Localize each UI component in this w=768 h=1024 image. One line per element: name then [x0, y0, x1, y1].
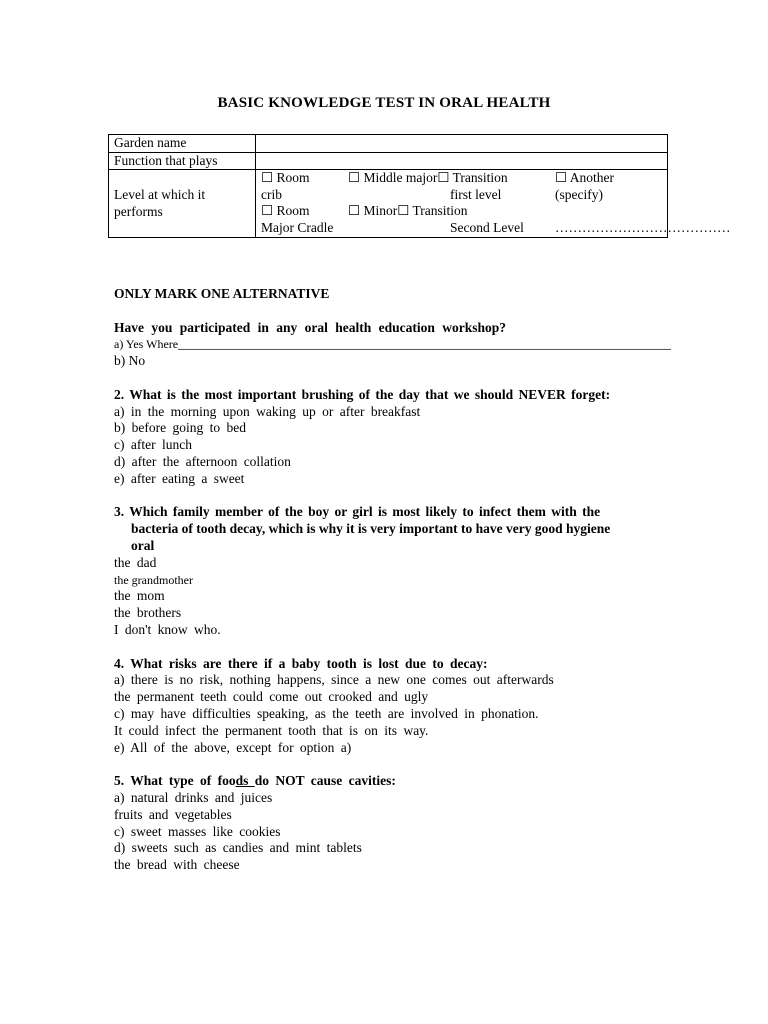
question-2-text: 2. What is the most important brushing of the day that we should NEVER forget: [114, 386, 611, 402]
question-2-option-d[interactable]: d) after the afternoon collation [114, 453, 291, 469]
question-4-option-e[interactable]: e) All of the above, except for option a) [114, 739, 352, 755]
garden-name-label: Garden name [109, 135, 256, 153]
question-1-option-a[interactable] [114, 336, 694, 353]
question-5-text-part-1: 5. What type of foo [114, 773, 236, 789]
table-row-garden [109, 135, 668, 153]
question-3-text-line-1: 3. Which family member of the boy or girl is most likely to infect them with the [114, 504, 601, 520]
garden-name-field[interactable] [256, 135, 668, 153]
level-option-first-level-text: first level [450, 186, 502, 202]
level-label: Level at which it performs [109, 170, 256, 238]
level-option-specify-text: (specify) [555, 186, 603, 202]
question-2-option-e[interactable]: e) after eating a sweet [114, 470, 245, 486]
question-5-text-underlined: ds [235, 773, 255, 789]
question-2-option-a[interactable]: a) in the morning upon waking up or after breakfast [114, 403, 421, 419]
question-5-text-part-2: do NOT cause cavities: [254, 773, 396, 789]
question-5-option-c[interactable]: c) sweet masses like cookies [114, 823, 281, 839]
instruction-text: ONLY MARK ONE ALTERNATIVE [114, 286, 330, 301]
level-option-major-cradle-text: Major Cradle [261, 219, 334, 235]
question-5-text [114, 773, 694, 790]
test-content [114, 286, 694, 874]
info-table [108, 134, 731, 238]
table-row-level [109, 170, 668, 238]
level-option-middle-major-transition[interactable]: ☐ Middle major☐ Transition [348, 170, 508, 185]
question-4-option-d[interactable]: It could infect the permanent tooth that is on its way. [114, 722, 429, 738]
question-1-text: Have you participated in any oral health education workshop? [114, 319, 507, 335]
level-option-room-major-cradle[interactable]: ☐ Room [261, 203, 310, 218]
function-field[interactable] [256, 152, 668, 170]
question-3-option-a[interactable]: the dad [114, 554, 157, 570]
question-3-option-e[interactable]: I don't know who. [114, 621, 221, 637]
question-3-text-line-3: oral [131, 537, 155, 553]
question-5-option-b[interactable]: fruits and vegetables [114, 806, 232, 822]
question-4-option-c[interactable]: c) may have difficulties speaking, as the teeth are involved in phonation. [114, 705, 539, 721]
question-3-option-c[interactable]: the mom [114, 588, 165, 604]
question-1 [114, 320, 674, 337]
question-3-text-line-2: bacteria of tooth decay, which is why it is very important to have very good hygiene [131, 521, 611, 537]
level-option-crib-text: crib [261, 186, 282, 202]
question-5-option-d[interactable]: d) sweets such as candies and mint tablets [114, 840, 362, 856]
document-title: BASIC KNOWLEDGE TEST IN ORAL HEALTH [217, 95, 551, 111]
question-5-option-e[interactable]: the bread with cheese [114, 857, 240, 873]
specify-blank[interactable]: ………………………………… [555, 219, 731, 235]
question-3-option-d[interactable]: the brothers [114, 605, 182, 621]
where-blank[interactable]: _________________________________________________________________________ [178, 336, 671, 352]
table-row-function [109, 152, 668, 170]
option-a-label: a) Yes Where [114, 337, 179, 352]
question-2-option-b[interactable]: b) before going to bed [114, 420, 246, 436]
question-4-option-b[interactable]: the permanent teeth could come out crooked and ugly [114, 689, 429, 705]
level-option-another[interactable]: ☐ Another [555, 170, 614, 185]
question-2-option-c[interactable]: c) after lunch [114, 437, 192, 453]
question-3-option-b[interactable]: the grandmother [114, 572, 193, 587]
question-1-option-b[interactable]: b) No [114, 353, 146, 369]
level-option-second-level-text: Second Level [450, 219, 524, 235]
level-options-cell [256, 170, 731, 238]
level-option-minor-transition[interactable]: ☐ Minor☐ Transition [348, 203, 468, 218]
level-option-room-crib[interactable]: ☐ Room [261, 170, 310, 185]
question-4-text: 4. What risks are there if a baby tooth is lost due to decay: [114, 655, 488, 671]
function-label: Function that plays [109, 152, 256, 170]
question-4-option-a[interactable]: a) there is no risk, nothing happens, since a new one comes out afterwards [114, 672, 554, 688]
question-5-option-a[interactable]: a) natural drinks and juices [114, 789, 273, 805]
